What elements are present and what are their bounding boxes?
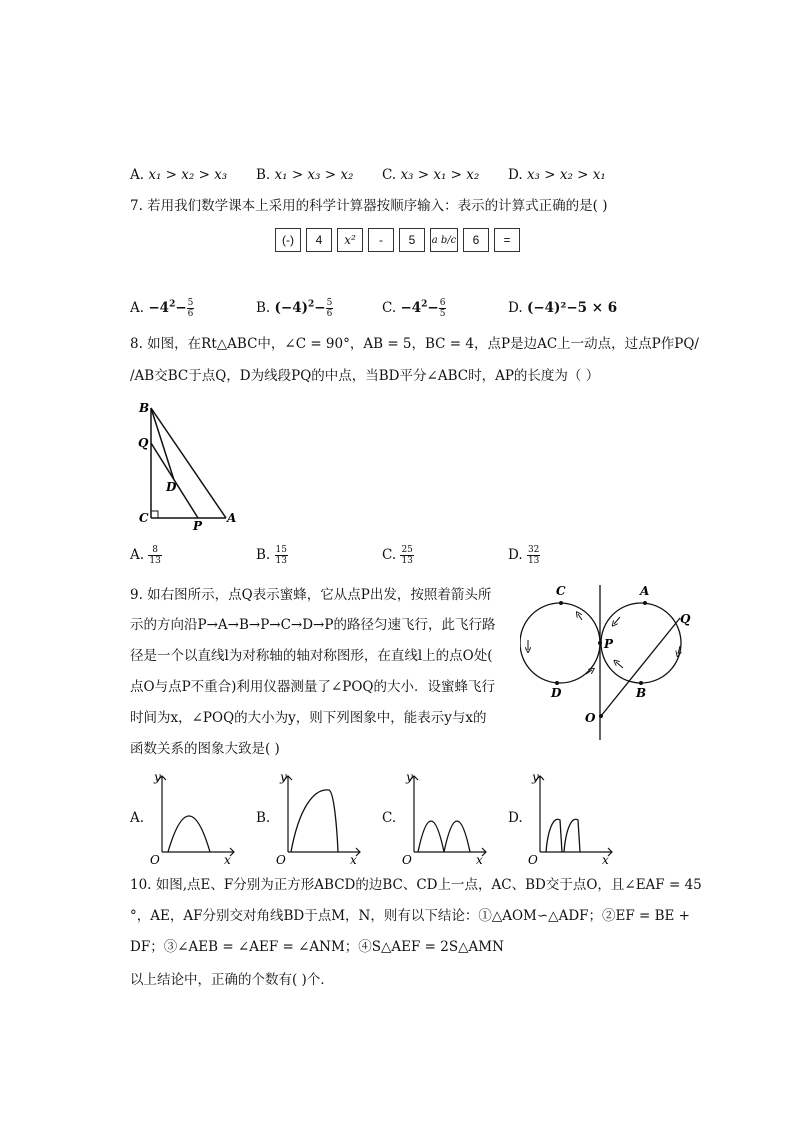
q10-line-1: 10. 如图,点E、F分别为正方形ABCD的边BC、CD上一点，AC、BD交于点O，且∠EAF = 45 bbox=[130, 877, 702, 893]
q8-label-p: P bbox=[193, 519, 203, 532]
q8-label-a: A bbox=[227, 511, 237, 525]
calc-key-minus: - bbox=[368, 228, 394, 252]
q8-label-b: B bbox=[139, 401, 150, 415]
q9-graph-a bbox=[148, 768, 238, 864]
q9-circles-figure bbox=[520, 580, 700, 745]
q9-label-q: Q bbox=[680, 612, 691, 626]
q8-line-1: 8. 如图，在Rt△ABC中，∠C = 90°，AB = 5，BC = 4，点P是边AC上一动点，过点P作PQ/ bbox=[130, 336, 699, 352]
svg-text:y: y bbox=[280, 770, 287, 784]
svg-text:y: y bbox=[532, 770, 539, 784]
svg-text:x: x bbox=[350, 853, 357, 864]
q8-option-d: D. $\frac{32}{13}$ bbox=[508, 545, 540, 566]
q9-line-2: 示的方向沿P→A→B→P→C→D→P的路径匀速飞行，此飞行路 bbox=[130, 617, 496, 633]
q8-option-a: A. $\frac{8}{13}$ bbox=[130, 545, 161, 566]
svg-text:O: O bbox=[402, 853, 412, 864]
q6-option-d: D. x₃ > x₂ > x₁ bbox=[508, 167, 606, 183]
svg-text:x: x bbox=[476, 853, 483, 864]
q8-label-d: D bbox=[166, 480, 177, 494]
q7-option-b: B. $(-4)^2-$ $\frac{5}{6}$ bbox=[256, 298, 333, 319]
q9-graph-label-c: C. bbox=[382, 810, 397, 826]
q8-label-q: Q bbox=[138, 436, 149, 450]
q7-option-d: D. (−4)²−5 × 6 bbox=[508, 300, 618, 316]
q6-option-b: B. x₁ > x₃ > x₂ bbox=[256, 167, 354, 183]
q9-label-a: A bbox=[640, 584, 650, 598]
q8-triangle-figure bbox=[134, 398, 240, 532]
q9-graph-label-a: A. bbox=[130, 810, 145, 826]
svg-text:y: y bbox=[406, 770, 413, 784]
q9-line-4: 点O与点P不重合)利用仪器测量了∠POQ的大小．设蜜蜂飞行 bbox=[130, 679, 495, 695]
q8-option-b: B. $\frac{15}{13}$ bbox=[256, 545, 287, 566]
calc-key-4: 4 bbox=[306, 228, 332, 252]
q9-line-5: 时间为x，∠POQ的大小为y，则下列图象中，能表示y与x的 bbox=[130, 710, 487, 726]
q8-option-c: C. $\frac{25}{13}$ bbox=[382, 545, 413, 566]
q9-label-b: B bbox=[636, 686, 647, 700]
calc-key-fraction: a b/c bbox=[430, 228, 458, 252]
q8-line-2: /AB交BC于点Q，D为线段PQ的中点，当BD平分∠ABC时，AP的长度为（ ） bbox=[130, 368, 600, 384]
q9-line-3: 径是一个以直线l为对称轴的轴对称图形，在直线l上的点O处( bbox=[130, 648, 493, 664]
q9-label-c: C bbox=[556, 584, 566, 598]
q9-line-6: 函数关系的图象大致是( ) bbox=[130, 741, 280, 757]
q10-line-2: °，AE，AF分别交对角线BD于点M，N，则有以下结论：①△AOM∽△ADF；②EF = BE + bbox=[130, 908, 690, 924]
svg-text:x: x bbox=[224, 853, 231, 864]
q9-graph-b bbox=[274, 768, 364, 864]
svg-text:O: O bbox=[150, 853, 160, 864]
q7-option-c: C. $-4^2-$ $\frac{6}{5}$ bbox=[382, 298, 446, 319]
q7-stem: 7. 若用我们数学课本上采用的科学计算器按顺序输入：表示的计算式正确的是( ) bbox=[130, 198, 608, 214]
calc-key-6: 6 bbox=[463, 228, 489, 252]
q9-graph-label-b: B. bbox=[256, 810, 271, 826]
q6-option-a: A. x₁ > x₂ > x₃ bbox=[130, 167, 228, 183]
q9-label-d: D bbox=[551, 686, 562, 700]
q10-line-3: DF；③∠AEB = ∠AEF = ∠ANM；④S△AEF = 2S△AMN bbox=[130, 939, 504, 955]
q10-line-4: 以上结论中，正确的个数有( )个． bbox=[130, 972, 334, 988]
q9-label-o: O bbox=[585, 711, 596, 725]
q8-label-c: C bbox=[139, 511, 149, 525]
q9-graph-c bbox=[400, 768, 490, 864]
svg-text:y: y bbox=[154, 770, 161, 784]
svg-text:O: O bbox=[528, 853, 538, 864]
q6-option-c: C. x₃ > x₁ > x₂ bbox=[382, 167, 480, 183]
q9-label-p: P bbox=[604, 637, 614, 651]
q9-graph-d bbox=[526, 768, 616, 864]
calc-key-5: 5 bbox=[399, 228, 425, 252]
q7-option-a: A. $-4^2-$ $\frac{5}{6}$ bbox=[130, 298, 194, 319]
svg-text:x: x bbox=[602, 853, 609, 864]
q9-line-1: 9. 如右图所示，点Q表示蜜蜂，它从点P出发，按照着箭头所 bbox=[130, 587, 492, 603]
calc-key-equals: = bbox=[494, 228, 520, 252]
calc-key-square: x² bbox=[337, 228, 363, 252]
svg-text:O: O bbox=[276, 853, 286, 864]
q9-graph-label-d: D. bbox=[508, 810, 523, 826]
calc-key-negative: (-) bbox=[275, 228, 301, 252]
